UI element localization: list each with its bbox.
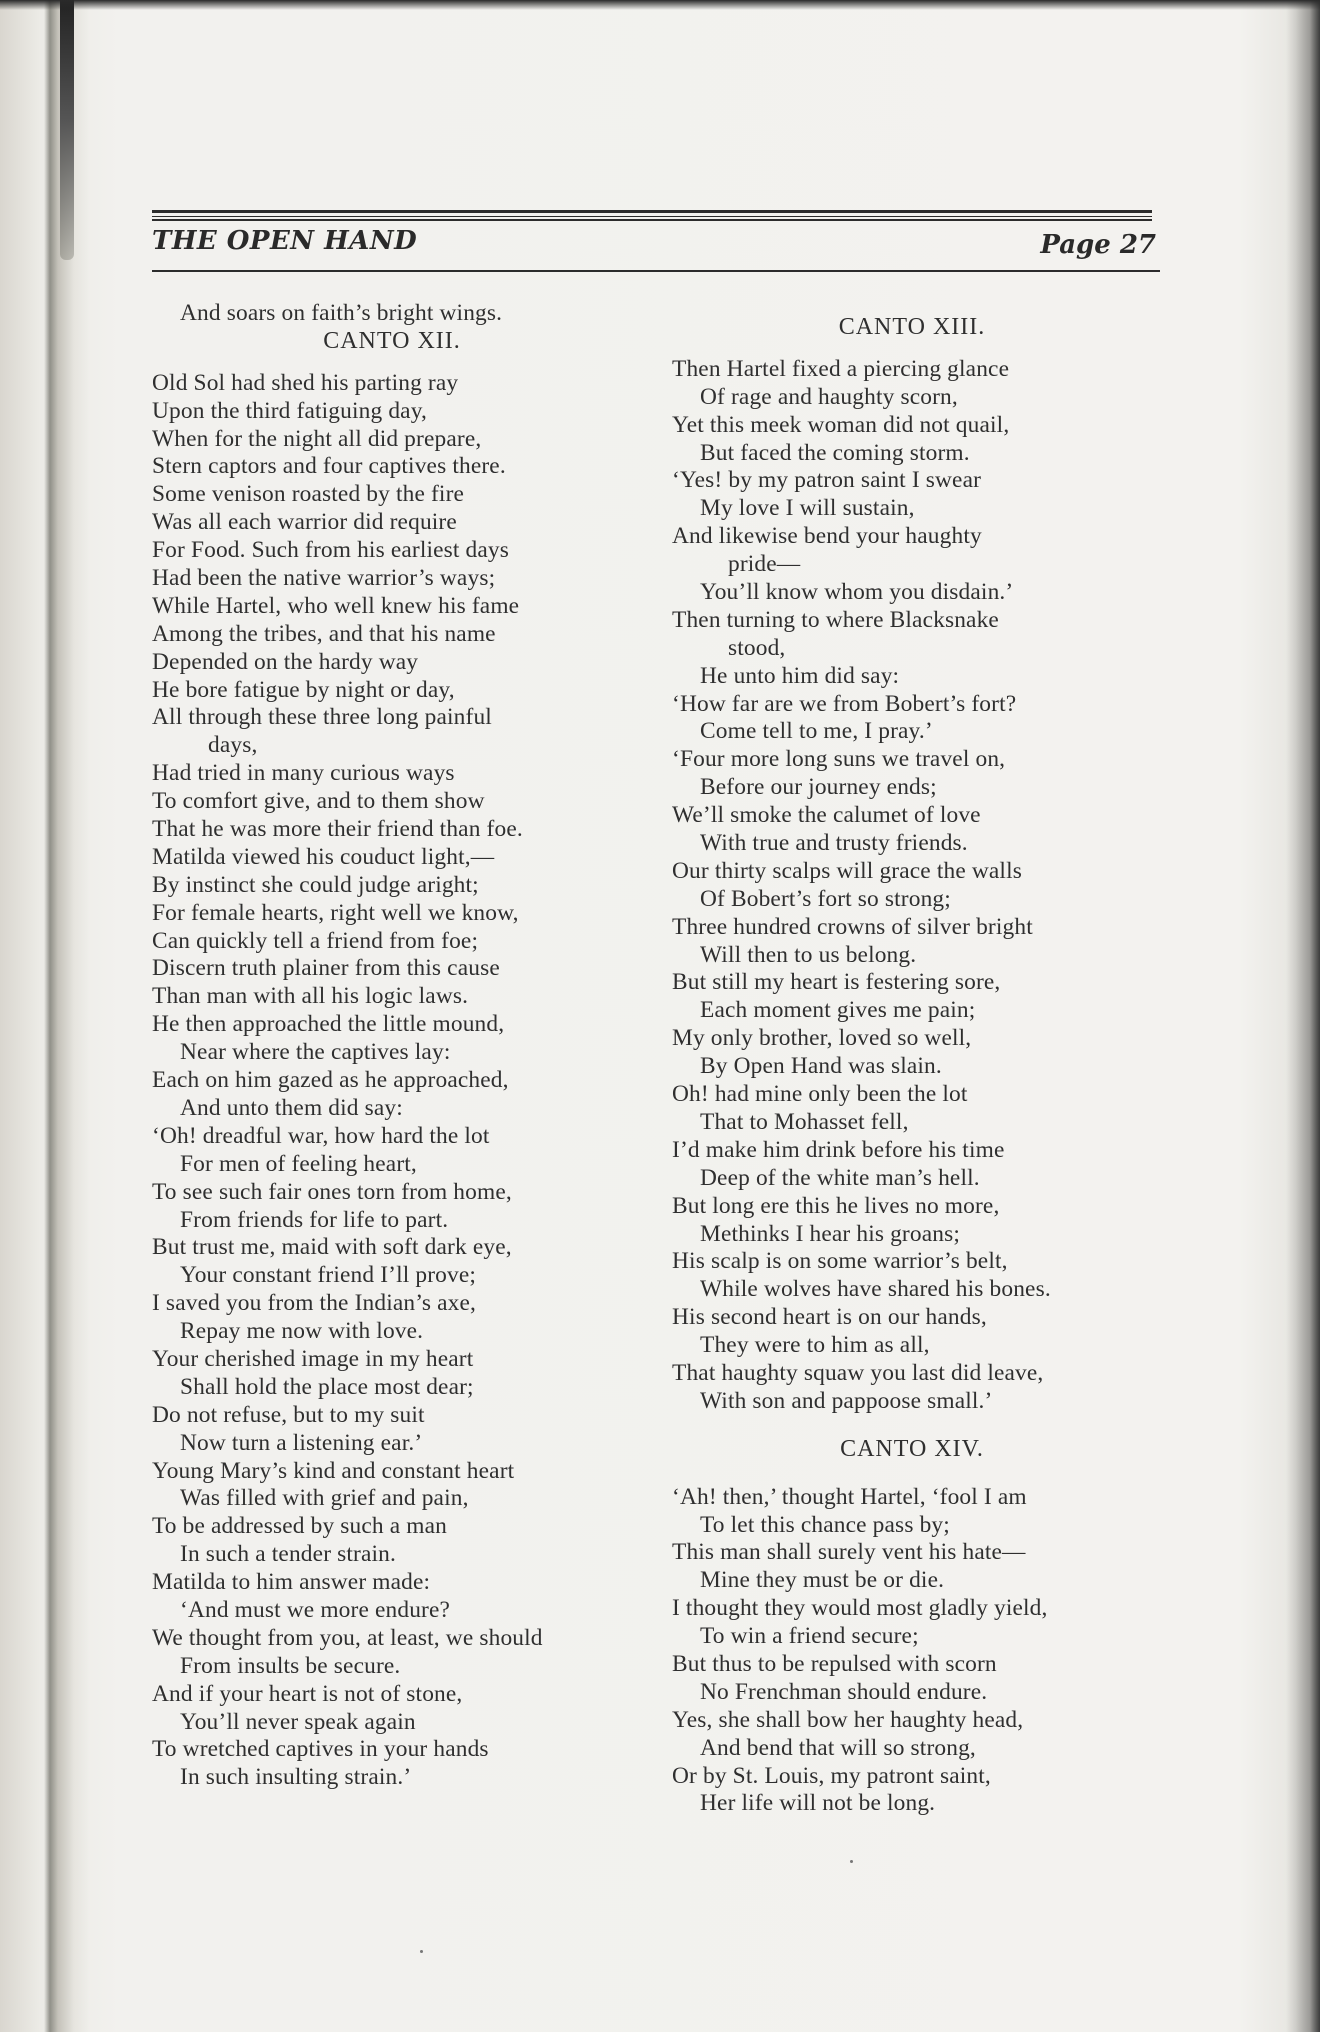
verse-line: He unto him did say: bbox=[700, 662, 900, 689]
verse-line: While wolves have shared his bones. bbox=[700, 1276, 1051, 1303]
verse-line: Among the tribes, and that his name bbox=[152, 620, 496, 647]
verse-line: And bend that will so strong, bbox=[700, 1734, 976, 1761]
verse-line: Before our journey ends; bbox=[700, 774, 937, 801]
verse-line: For female hearts, right well we know, bbox=[152, 899, 519, 926]
verse-line: ‘Four more long suns we travel on, bbox=[672, 746, 1006, 773]
top-edge-shadow bbox=[0, 0, 1320, 10]
verse-line: Then Hartel fixed a piercing glance bbox=[672, 355, 1010, 382]
verse-line: Was all each warrior did require bbox=[152, 509, 457, 536]
verse-line: From insults be secure. bbox=[180, 1652, 401, 1679]
verse-line: ‘And must we more endure? bbox=[180, 1596, 451, 1623]
header-underline bbox=[152, 270, 1160, 272]
verse-line: Had tried in many curious ways bbox=[152, 760, 455, 787]
verse-line: Do not refuse, but to my suit bbox=[152, 1401, 425, 1428]
verse-line: And unto them did say: bbox=[180, 1094, 403, 1121]
verse-line: That haughty squaw you last did leave, bbox=[672, 1359, 1044, 1386]
verse-line: To see such fair ones torn from home, bbox=[152, 1178, 512, 1205]
verse-line: When for the night all did prepare, bbox=[152, 425, 482, 452]
paper-speck bbox=[420, 1950, 423, 1953]
verse-line: His second heart is on our hands, bbox=[672, 1304, 987, 1331]
verse-line: With son and pappoose small.’ bbox=[700, 1387, 993, 1414]
verse-block bbox=[152, 370, 652, 1792]
verse-line: My only brother, loved so well, bbox=[672, 1025, 972, 1052]
verse-line: To win a friend secure; bbox=[700, 1623, 919, 1650]
verse-line: Than man with all his logic laws. bbox=[152, 983, 469, 1010]
verse-line: Upon the third fatiguing day, bbox=[152, 397, 428, 424]
canto-heading: CANTO XIII. bbox=[838, 314, 986, 340]
verse-line: Now turn a listening ear.’ bbox=[180, 1429, 423, 1456]
verse-line: Young Mary’s kind and constant heart bbox=[152, 1457, 515, 1484]
right-edge-shadow bbox=[1286, 0, 1320, 2032]
verse-line: He then approached the little mound, bbox=[152, 1011, 505, 1038]
header-rule bbox=[152, 210, 1152, 213]
paper-speck bbox=[850, 1860, 853, 1863]
canto-heading: CANTO XII. bbox=[323, 327, 461, 354]
verse-line: Oh! had mine only been the lot bbox=[672, 1081, 968, 1108]
verse-line: ‘Yes! by my patron saint I swear bbox=[672, 467, 982, 494]
spacer bbox=[672, 1464, 1172, 1484]
verse-line: My love I will sustain, bbox=[700, 495, 915, 522]
verse-line: Deep of the white man’s hell. bbox=[700, 1164, 980, 1191]
verse-line: ‘Ah! then,’ thought Hartel, ‘fool I am bbox=[672, 1483, 1027, 1510]
verse-line: Of rage and haughty scorn, bbox=[700, 383, 958, 410]
left-column bbox=[152, 300, 652, 1792]
verse-line: We’ll smoke the calumet of love bbox=[672, 802, 981, 829]
verse-line: Of Bobert’s fort so strong; bbox=[700, 885, 951, 912]
verse-block bbox=[672, 356, 1172, 1416]
verse-block bbox=[672, 1484, 1172, 1819]
verse-line: For Food. Such from his earliest days bbox=[152, 537, 510, 564]
verse-line: Each on him gazed as he approached, bbox=[152, 1067, 509, 1094]
verse-line: Come tell to me, I pray.’ bbox=[700, 718, 933, 745]
verse-line: We thought from you, at least, we should bbox=[152, 1624, 543, 1651]
verse-line: Near where the captives lay: bbox=[180, 1039, 451, 1066]
verse-line: Discern truth plainer from this cause bbox=[152, 955, 500, 982]
verse-line: Yes, she shall bow her haughty head, bbox=[672, 1706, 1024, 1733]
verse-line: You’ll know whom you disdain.’ bbox=[700, 579, 1014, 606]
verse-line: But thus to be repulsed with scorn bbox=[672, 1650, 997, 1677]
verse-line: With true and trusty friends. bbox=[700, 830, 968, 857]
verse-line: To wretched captives in your hands bbox=[152, 1736, 489, 1763]
verse-line: Had been the native warrior’s ways; bbox=[152, 565, 496, 592]
header-rule bbox=[152, 219, 1152, 221]
verse-line: Her life will not be long. bbox=[700, 1790, 936, 1817]
verse-line: Shall hold the place most dear; bbox=[180, 1373, 474, 1400]
running-head bbox=[152, 226, 1160, 266]
opening-line: And soars on faith’s bright wings. bbox=[180, 300, 503, 326]
verse-line: To be addressed by such a man bbox=[152, 1513, 448, 1540]
verse-line: I thought they would most gladly yield, bbox=[672, 1595, 1048, 1622]
spacer bbox=[672, 300, 1172, 314]
verse-line: Or by St. Louis, my patront saint, bbox=[672, 1762, 991, 1789]
verse-line: His scalp is on some warrior’s belt, bbox=[672, 1248, 1008, 1275]
verse-line: By Open Hand was slain. bbox=[700, 1053, 942, 1080]
verse-line: For men of feeling heart, bbox=[180, 1150, 417, 1177]
spacer bbox=[672, 1416, 1172, 1436]
verse-line: And if your heart is not of stone, bbox=[152, 1680, 463, 1707]
spacer bbox=[672, 342, 1172, 356]
verse-line: Some venison roasted by the fire bbox=[152, 481, 465, 508]
verse-line: Was filled with grief and pain, bbox=[180, 1485, 469, 1512]
canto-heading: CANTO XIV. bbox=[840, 1435, 984, 1462]
verse-line: Depended on the hardy way bbox=[152, 648, 419, 675]
verse-line: No Frenchman should endure. bbox=[700, 1678, 988, 1705]
verse-line: To comfort give, and to them show bbox=[152, 788, 485, 815]
verse-line: ‘Oh! dreadful war, how hard the lot bbox=[152, 1122, 490, 1149]
verse-line: From friends for life to part. bbox=[180, 1206, 449, 1233]
right-column bbox=[672, 300, 1172, 1818]
verse-line: Repay me now with love. bbox=[180, 1318, 424, 1345]
binding-shadow bbox=[44, 0, 90, 2032]
verse-line: In such insulting strain.’ bbox=[180, 1764, 412, 1791]
verse-line: Your cherished image in my heart bbox=[152, 1345, 474, 1372]
verse-line: Mine they must be or die. bbox=[700, 1567, 945, 1594]
verse-line: Will then to us belong. bbox=[700, 941, 917, 968]
verse-line: But still my heart is festering sore, bbox=[672, 969, 1001, 996]
verse-line: That he was more their friend than foe. bbox=[152, 816, 523, 843]
verse-line: Yet this meek woman did not quail, bbox=[672, 411, 1010, 438]
verse-line: While Hartel, who well knew his fame bbox=[152, 592, 520, 619]
verse-line: Stern captors and four captives there. bbox=[152, 453, 506, 480]
verse-line: But long ere this he lives no more, bbox=[672, 1192, 1000, 1219]
verse-line: To let this chance pass by; bbox=[700, 1511, 950, 1538]
verse-line: Three hundred crowns of silver bright bbox=[672, 913, 1033, 940]
verse-line: That to Mohasset fell, bbox=[700, 1108, 909, 1135]
verse-line: By instinct she could judge aright; bbox=[152, 871, 479, 898]
verse-line: pride— bbox=[728, 551, 801, 578]
verse-line: You’ll never speak again bbox=[180, 1708, 416, 1735]
verse-line: Methinks I hear his groans; bbox=[700, 1220, 960, 1247]
verse-line: But trust me, maid with soft dark eye, bbox=[152, 1234, 512, 1261]
spacer bbox=[152, 356, 652, 370]
verse-line: Old Sol had shed his parting ray bbox=[152, 369, 459, 396]
binding-thread bbox=[60, 0, 74, 260]
publication-title: THE OPEN HAND bbox=[152, 226, 418, 256]
verse-line: Matilda viewed his couduct light,— bbox=[152, 843, 495, 870]
page-number: Page 27 bbox=[1040, 230, 1156, 260]
verse-line: He bore fatigue by night or day, bbox=[152, 676, 455, 703]
verse-line: Each moment gives me pain; bbox=[700, 997, 976, 1024]
verse-line: But faced the coming storm. bbox=[700, 439, 970, 466]
verse-line: stood, bbox=[728, 634, 786, 661]
verse-line: Matilda to him answer made: bbox=[152, 1569, 431, 1596]
verse-line: Then turning to where Blacksnake bbox=[672, 606, 999, 633]
verse-line: They were to him as all, bbox=[700, 1332, 930, 1359]
verse-line: This man shall surely vent his hate— bbox=[672, 1539, 1026, 1566]
verse-line: Our thirty scalps will grace the walls bbox=[672, 857, 1022, 884]
verse-line: In such a tender strain. bbox=[180, 1541, 396, 1568]
header-rule bbox=[152, 216, 1152, 217]
verse-line: Can quickly tell a friend from foe; bbox=[152, 927, 479, 954]
verse-line: And likewise bend your haughty bbox=[672, 523, 982, 550]
verse-line: days, bbox=[208, 732, 258, 759]
verse-line: All through these three long painful bbox=[152, 704, 492, 731]
verse-line: ‘How far are we from Bobert’s fort? bbox=[672, 690, 1017, 717]
verse-line: I saved you from the Indian’s axe, bbox=[152, 1290, 477, 1317]
verse-line: I’d make him drink before his time bbox=[672, 1136, 1005, 1163]
verse-line: Your constant friend I’ll prove; bbox=[180, 1262, 477, 1289]
